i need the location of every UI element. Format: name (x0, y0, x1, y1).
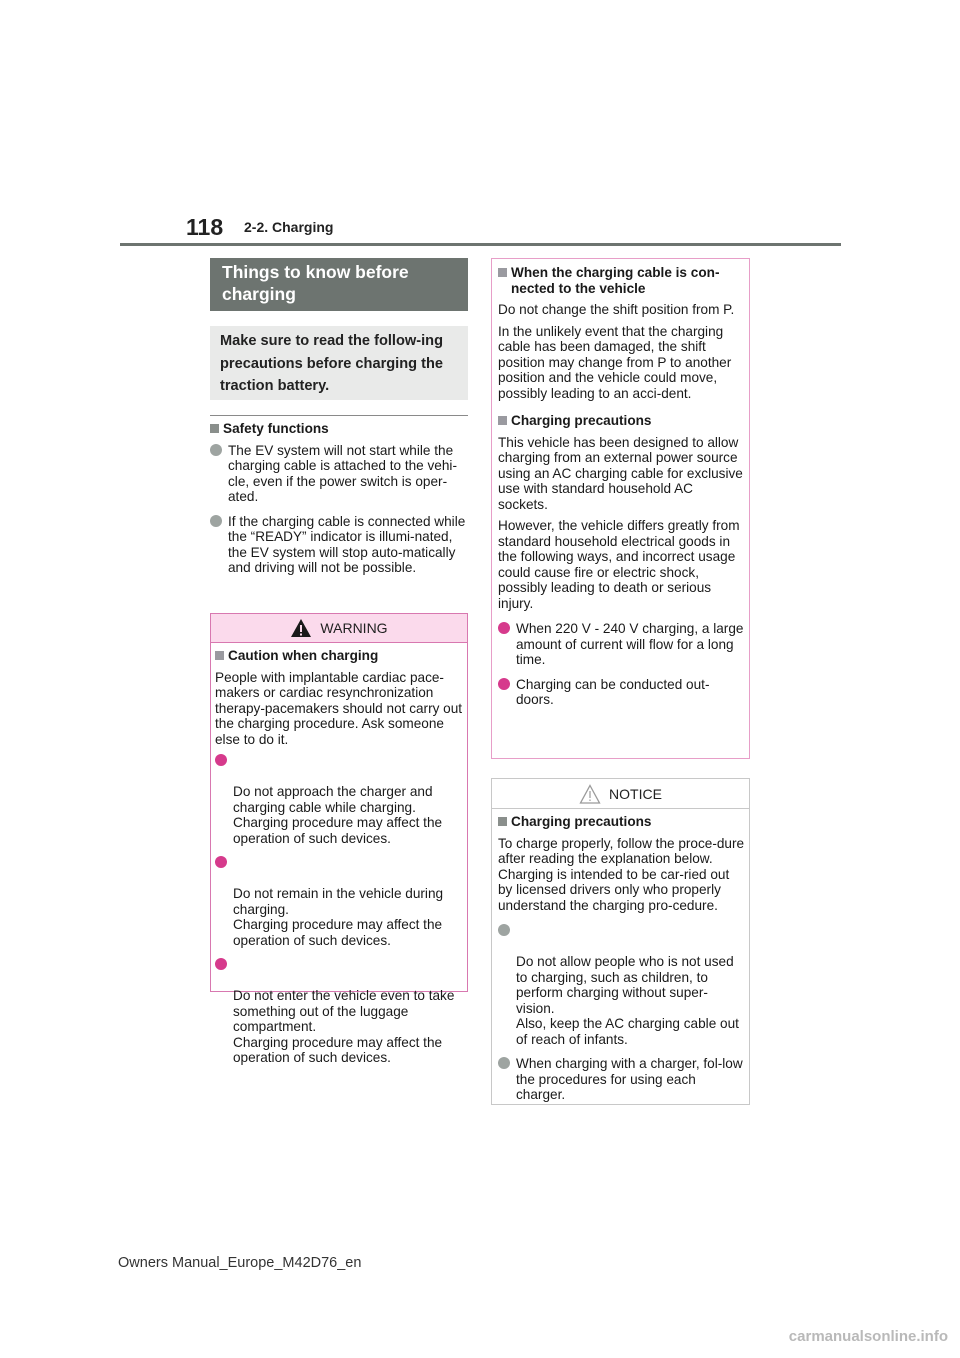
warning-triangle-icon (290, 618, 312, 638)
bullet-dot-icon (498, 678, 510, 690)
notice-header (492, 779, 749, 809)
warning-heading: Caution when charging (215, 648, 463, 664)
bullet-dot-icon (210, 515, 222, 527)
connected-p1: Do not change the shift position from P. (498, 302, 735, 317)
list-item: Do not approach the charger and charging cable while charging. Charging procedure may affect the operation of such devices. (215, 753, 463, 846)
notice-text: To charge properly, follow the proce-dure after reading the explanation below. Charging is intended to be car-ried out by licensed drivers only who properly understand the charging pro-cedure. (498, 835, 745, 913)
list-item: Do not enter the vehicle even to take something out of the luggage compartment. Charging procedure may affect the operation of such devices. (215, 957, 463, 1066)
watermark: carmanualsonline.info (788, 1328, 948, 1345)
list-item: Charging can be conducted out-doors. (498, 677, 745, 708)
connected-heading: When the charging cable is con-nected to the vehicle (498, 265, 745, 296)
square-bullet-icon (498, 268, 507, 277)
bullet-dot-icon (215, 958, 227, 970)
warning-body (211, 643, 467, 1066)
page-number: 118 (186, 214, 224, 240)
footer-doc-id: Owners Manual_Europe_M42D76_en (118, 1255, 362, 1271)
notice-heading: Charging precautions (498, 814, 745, 830)
bullet-dot-icon (215, 856, 227, 868)
safety-heading: Safety functions (210, 421, 468, 437)
warning-text: People with implantable cardiac pace-makers or cardiac resynchronization therapy-pacemakers should not carry out the charging procedure. Ask someone else to do it. (215, 669, 463, 747)
warning-continuation-box (491, 258, 750, 759)
warning-label: WARNING (320, 620, 388, 636)
list-item: Do not allow people who is not used to charging, such as children, to perform charging without super-vision. Also, keep the AC charging cable out of reach of infants. (498, 923, 745, 1047)
intro-text: Make sure to read the follow-ing precautions before charging the traction battery. (220, 333, 443, 394)
bullet-dot-icon (215, 754, 227, 766)
notice-body (492, 809, 749, 1103)
notice-triangle-icon (579, 784, 601, 804)
banner-title: Things to know before charging (222, 262, 409, 304)
precautions-heading: Charging precautions (498, 413, 745, 429)
square-bullet-icon (498, 817, 507, 826)
list-item: When charging with a charger, fol-low the procedures for using each charger. (498, 1056, 745, 1103)
warning-header (211, 614, 467, 643)
section-title: 2-2. Charging (244, 219, 334, 235)
bullet-dot-icon (498, 622, 510, 634)
bullet-dot-icon (498, 1057, 510, 1069)
intro-box (210, 326, 468, 400)
notice-box (491, 778, 750, 1105)
section-banner (210, 258, 468, 311)
square-bullet-icon (498, 416, 507, 425)
precautions-p1: This vehicle has been designed to allow charging from an external power source using an AC charging cable for exclusive use with standard household AC sockets. (498, 434, 743, 512)
warning-box (210, 613, 468, 1065)
list-item: The EV system will not start while the charging cable is attached to the vehi-cle, even if the power switch is oper-ated. (210, 443, 468, 505)
safety-section (210, 421, 468, 585)
divider (210, 415, 468, 416)
notice-label: NOTICE (609, 785, 662, 802)
list-item: If the charging cable is connected while the “READY” indicator is illumi-nated, the EV system will stop auto-matically and driving will not be possible. (210, 514, 468, 576)
precautions-p2: However, the vehicle differs greatly from standard household electrical goods in the following ways, and incorrect usage could cause fire or electric shock, possibly leading to death or serious injury. (498, 518, 740, 611)
bullet-dot-icon (498, 924, 510, 936)
header-rule (120, 243, 841, 246)
list-item: When 220 V - 240 V charging, a large amount of current will flow for a long time. (498, 621, 745, 668)
square-bullet-icon (215, 651, 224, 660)
bullet-dot-icon (210, 444, 222, 456)
list-item: Do not remain in the vehicle during charging. Charging procedure may affect the operation of such devices. (215, 855, 463, 948)
square-bullet-icon (210, 424, 219, 433)
connected-p2: In the unlikely event that the charging cable has been damaged, the shift position may change from P to another position and the vehicle could move, possibly leading to an acci-dent. (498, 323, 732, 401)
